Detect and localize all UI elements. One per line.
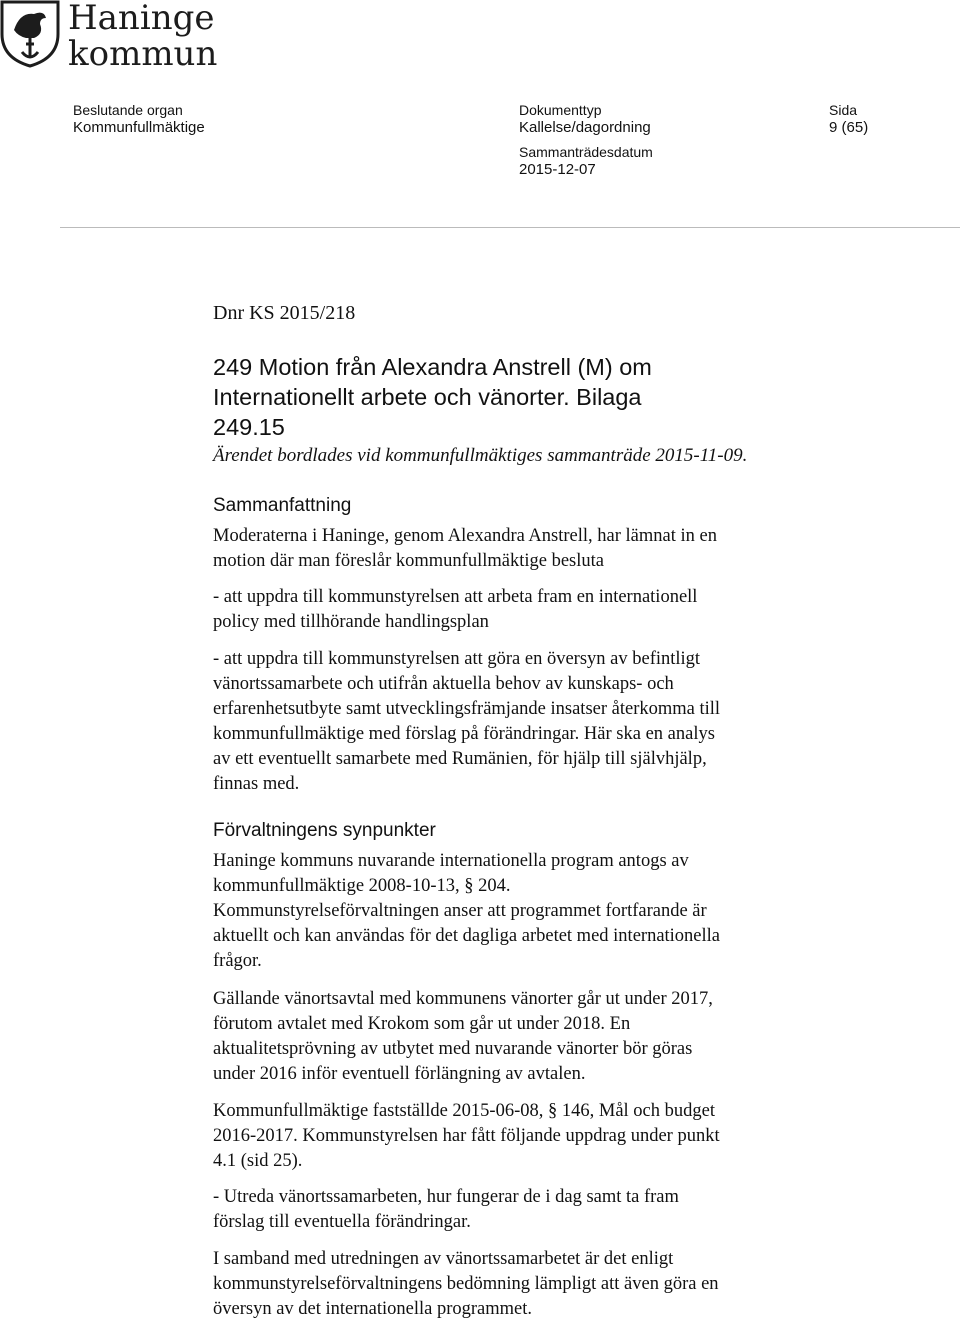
- title-line: 249 Motion från Alexandra Anstrell (M) om: [213, 354, 652, 380]
- organ-label: Beslutande organ: [73, 102, 183, 118]
- paragraph: [213, 1247, 853, 1322]
- section-sign-icon: §: [464, 876, 474, 896]
- page-label: Sida: [829, 102, 858, 118]
- text-line: förutom avtalet med Krokom som går ut under 2018. En: [213, 1014, 631, 1034]
- item-title: [213, 352, 773, 442]
- paragraph: [213, 524, 853, 574]
- paragraph: [213, 1099, 853, 1174]
- title-line: 249.15: [213, 414, 285, 440]
- paragraph: [213, 1185, 853, 1235]
- doctype-label: Dokumenttyp: [519, 102, 602, 118]
- text-line: policy med tillhörande handlingsplan: [213, 612, 489, 632]
- text-line: Haninge kommuns nuvarande internationella program antogs av: [213, 851, 689, 871]
- header-divider: [60, 227, 960, 228]
- logo-line-haninge: Haninge: [68, 0, 215, 38]
- header-page: [829, 101, 868, 137]
- text-line: aktuellt och kan användas för det dagliga arbetet med internationella: [213, 926, 721, 946]
- text-line: kommunfullmäktige med förslag på förändringar. Här ska en analys: [213, 724, 715, 744]
- text-line: erfarenhetsutbyte samt utvecklingsfrämjande insatser återkomma till: [213, 699, 721, 719]
- logo-line-kommun: kommun: [68, 34, 218, 74]
- paragraph: [213, 585, 853, 635]
- text-span: 204.: [478, 876, 511, 896]
- text-line: motion där man föreslår kommunfullmäktige besluta: [213, 551, 604, 571]
- text-span: kommunfullmäktige 2008-10-13,: [213, 876, 460, 896]
- text-line: Moderaterna i Haninge, genom Alexandra Anstrell, har lämnat in en: [213, 526, 717, 546]
- text-line: - att uppdra till kommunstyrelsen att göra en översyn av befintligt: [213, 649, 701, 669]
- diary-number: Dnr KS 2015/218: [213, 302, 356, 324]
- text-line: finnas med.: [213, 774, 300, 794]
- text-line: vänortssamarbete och utifrån aktuella behov av kunskaps- och: [213, 674, 674, 694]
- paragraph: [213, 987, 853, 1087]
- paragraph: [213, 849, 853, 974]
- section-sign-icon: §: [548, 1101, 558, 1121]
- text-line: - att uppdra till kommunstyrelsen att arbeta fram en internationell: [213, 587, 698, 607]
- organ-value: Kommunfullmäktige: [73, 119, 205, 136]
- text-span: Kommunfullmäktige fastställde 2015-06-08,: [213, 1101, 544, 1121]
- paragraph: [213, 647, 853, 797]
- haninge-kommun-logo: [0, 0, 230, 72]
- text-line: [213, 1099, 853, 1124]
- header-doctype: [519, 101, 653, 179]
- doctype-value: Kallelse/dagordning: [519, 119, 651, 136]
- text-line: 4.1 (sid 25).: [213, 1151, 303, 1171]
- heading-forvaltningens-synpunkter: Förvaltningens synpunkter: [213, 820, 436, 841]
- text-line: 2016-2017. Kommunstyrelsen har fått följande uppdrag under punkt: [213, 1126, 720, 1146]
- text-line: av ett eventuellt samarbete med Rumänien, för hjälp till självhjälp,: [213, 749, 707, 769]
- text-line: Gällande vänortsavtal med kommunens vänorter går ut under 2017,: [213, 989, 713, 1009]
- text-line: översyn av det internationella programmet.: [213, 1299, 533, 1319]
- text-line: under 2016 inför eventuell förlängning av avtalen.: [213, 1064, 586, 1084]
- text-line: aktualitetsprövning av utbytet med nuvarande vänorter bör göras: [213, 1039, 693, 1059]
- text-line: - Utreda vänortssamarbeten, hur fungerar de i dag samt ta fram: [213, 1187, 679, 1207]
- title-line: Internationellt arbete och vänorter. Bilaga: [213, 384, 642, 410]
- text-line: [213, 874, 853, 899]
- coat-of-arms-icon: [0, 0, 60, 68]
- date-label: Sammanträdesdatum: [519, 144, 653, 160]
- text-line: förslag till eventuella förändringar.: [213, 1212, 471, 1232]
- text-line: I samband med utredningen av vänortssamarbetet är det enligt: [213, 1249, 674, 1269]
- header-organ: [73, 101, 205, 137]
- date-value: 2015-12-07: [519, 161, 596, 178]
- text-line: Kommunstyrelseförvaltningen anser att programmet fortfarande är: [213, 901, 707, 921]
- text-line: kommunstyrelseförvaltningens bedömning lämpligt att även göra en: [213, 1274, 719, 1294]
- heading-sammanfattning: Sammanfattning: [213, 495, 352, 516]
- page-value: 9 (65): [829, 119, 869, 136]
- tabled-note: Ärendet bordlades vid kommunfullmäktiges sammanträde 2015-11-09.: [213, 445, 748, 466]
- text-span: 146, Mål och budget: [561, 1101, 715, 1121]
- text-line: frågor.: [213, 951, 262, 971]
